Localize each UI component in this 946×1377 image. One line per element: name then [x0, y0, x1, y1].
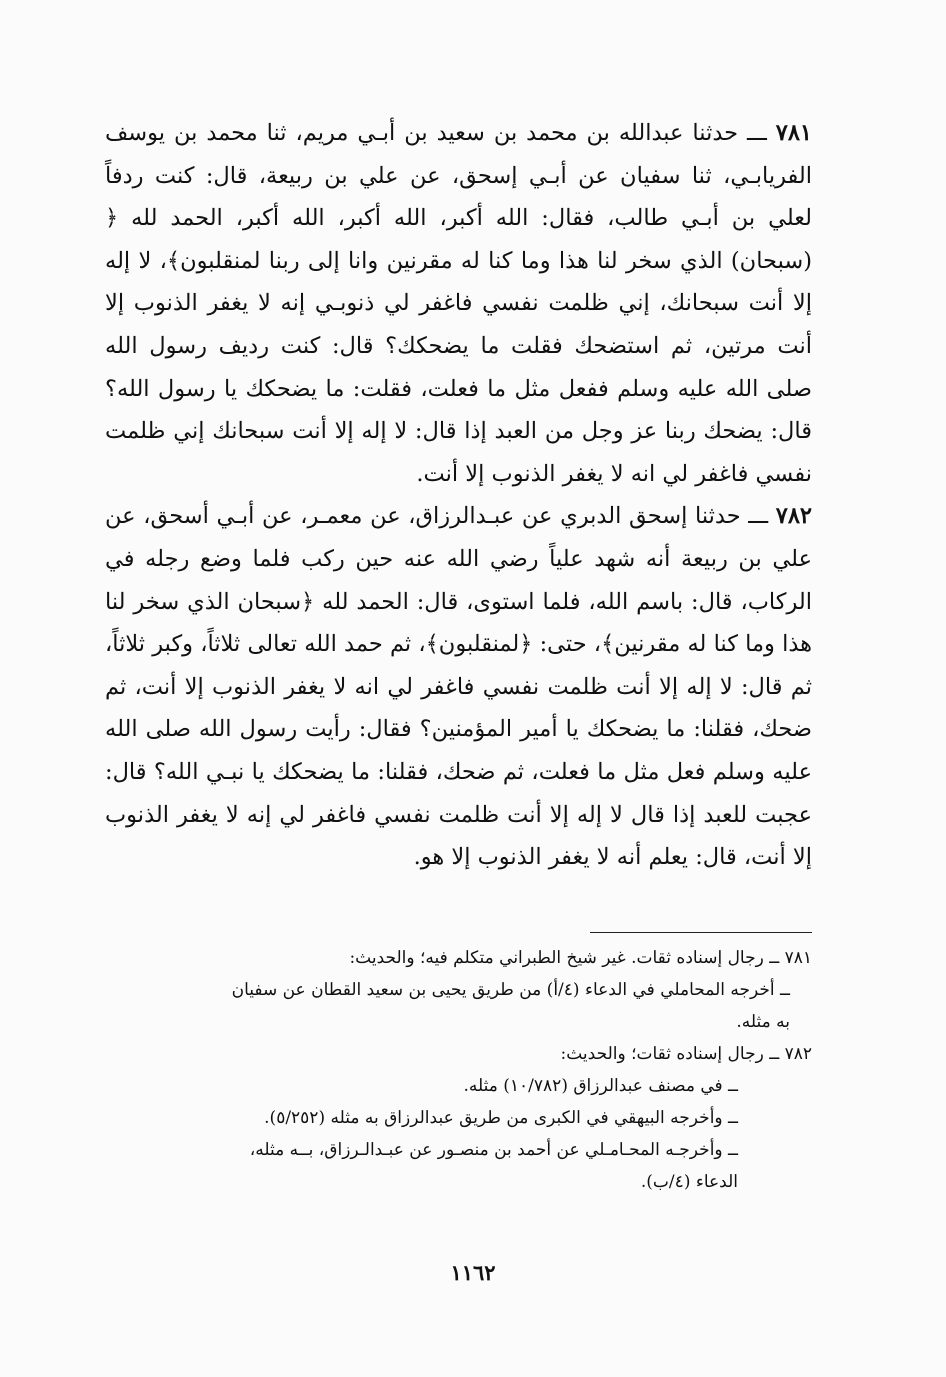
hadith-text: ـــ حدثنا إسحق الدبري عن عبـدالرزاق، عن معمـر، عن أبـي أسحق، عن علي بن ربيعة أنه شهد علياً رضي الله عنه حين ركب فلما وضع رجله في الركاب، قال: باسم الله، فلما استوى، قال: الحمد لله ﴿سبحان الذي سخر لنا هذا وما كنا له مقرنين﴾، حتى: ﴿لمنقلبون﴾، ثم حمد الله تعالى ثلاثاً، وكبر ثلاثاً، ثم قال: لا إله إلا أنت ظلمت نفسي فاغفر لي انه لا يغفر الذنوب إلا أنت، ثم ضحك، فقلنا: ما يضحكك يا أمير المؤمنين؟ فقال: رأيت رسول الله صلى الله عليه وسلم فعل مثل ما فعلت، ثم ضحك، فقلنا: ما يضحكك يا نبـي الله؟ قال: عجبت للعبد إذا قال لا إله إلا أنت ظلمت نفسي فاغفر لي إنه لا يغفر الذنوب إلا أنت، قال: يعلم أنه لا يغفر الذنوب إلا هو.	[105, 503, 812, 871]
hadith-text: ـــ حدثنا عبدالله بن محمد بن سعيد بن أبـي مريم، ثنا محمد بن يوسف الفريابـي، ثنا سفيان عن أبـي إسحق، عن علي بن ربيعة، قال: كنت ردفاً لعلي بن أبـي طالب، فقال: الله أكبر، الله أكبر، الله أكبر، الحمد لله ﴿ (سبحان) الذي سخر لنا هذا وما كنا له مقرنين وانا إلى ربنا لمنقلبون﴾، لا إله إلا أنت سبحانك، إني ظلمت نفسي فاغفر لي ذنوبـي إنه لا يغفر الذنوب إلا أنت مرتين، ثم استضحك فقلت ما يضحكك؟ قال: كنت رديف رسول الله صلى الله عليه وسلم ففعل مثل ما فعلت، فقلت: ما يضحكك يا رسول الله؟ قال: يضحك ربنا عز وجل من العبد إذا قال: لا إله إلا أنت سبحانك إني ظلمت نفسي فاغفر لي انه لا يغفر الذنوب إلا أنت.	[105, 120, 812, 487]
footnote-line: ــ أخرجه المحاملي في الدعاء (٤/أ) من طريق يحيى بن سعيد القطان عن سفيان	[231, 980, 790, 1000]
footnote-line: الدعاء (٤/ب).	[640, 1172, 738, 1192]
footnote-line: ــ وأخرجـه المحـامـلي عن أحمد بن منصـور عن عبـدالـرزاق، بــه مثله،	[249, 1140, 738, 1160]
footnote-line: ٧٨١ ــ رجال إسناده ثقات. غير شيخ الطبراني متكلم فيه؛ والحديث:	[349, 948, 812, 968]
hadith-number: ٧٨١	[775, 120, 813, 146]
hadith-number: ٧٨٢	[775, 503, 812, 530]
footnote-line: ــ وأخرجه البيهقي في الكبرى من طريق عبدالرزاق به مثله (٥/٢٥٢).	[264, 1108, 738, 1128]
hadith-782	[105, 495, 812, 878]
footnotes	[105, 942, 812, 1198]
footnote-divider	[590, 932, 812, 933]
main-text	[105, 112, 812, 879]
footnote-line: به مثله.	[736, 1012, 790, 1032]
footnote-line: ــ في مصنف عبدالرزاق (١٠/٧٨٢) مثله.	[463, 1076, 738, 1096]
footnote-line: ٧٨٢ ــ رجال إسناده ثقات؛ والحديث:	[560, 1044, 812, 1064]
hadith-781	[105, 112, 812, 495]
page-number: ١١٦٢	[450, 1260, 496, 1285]
